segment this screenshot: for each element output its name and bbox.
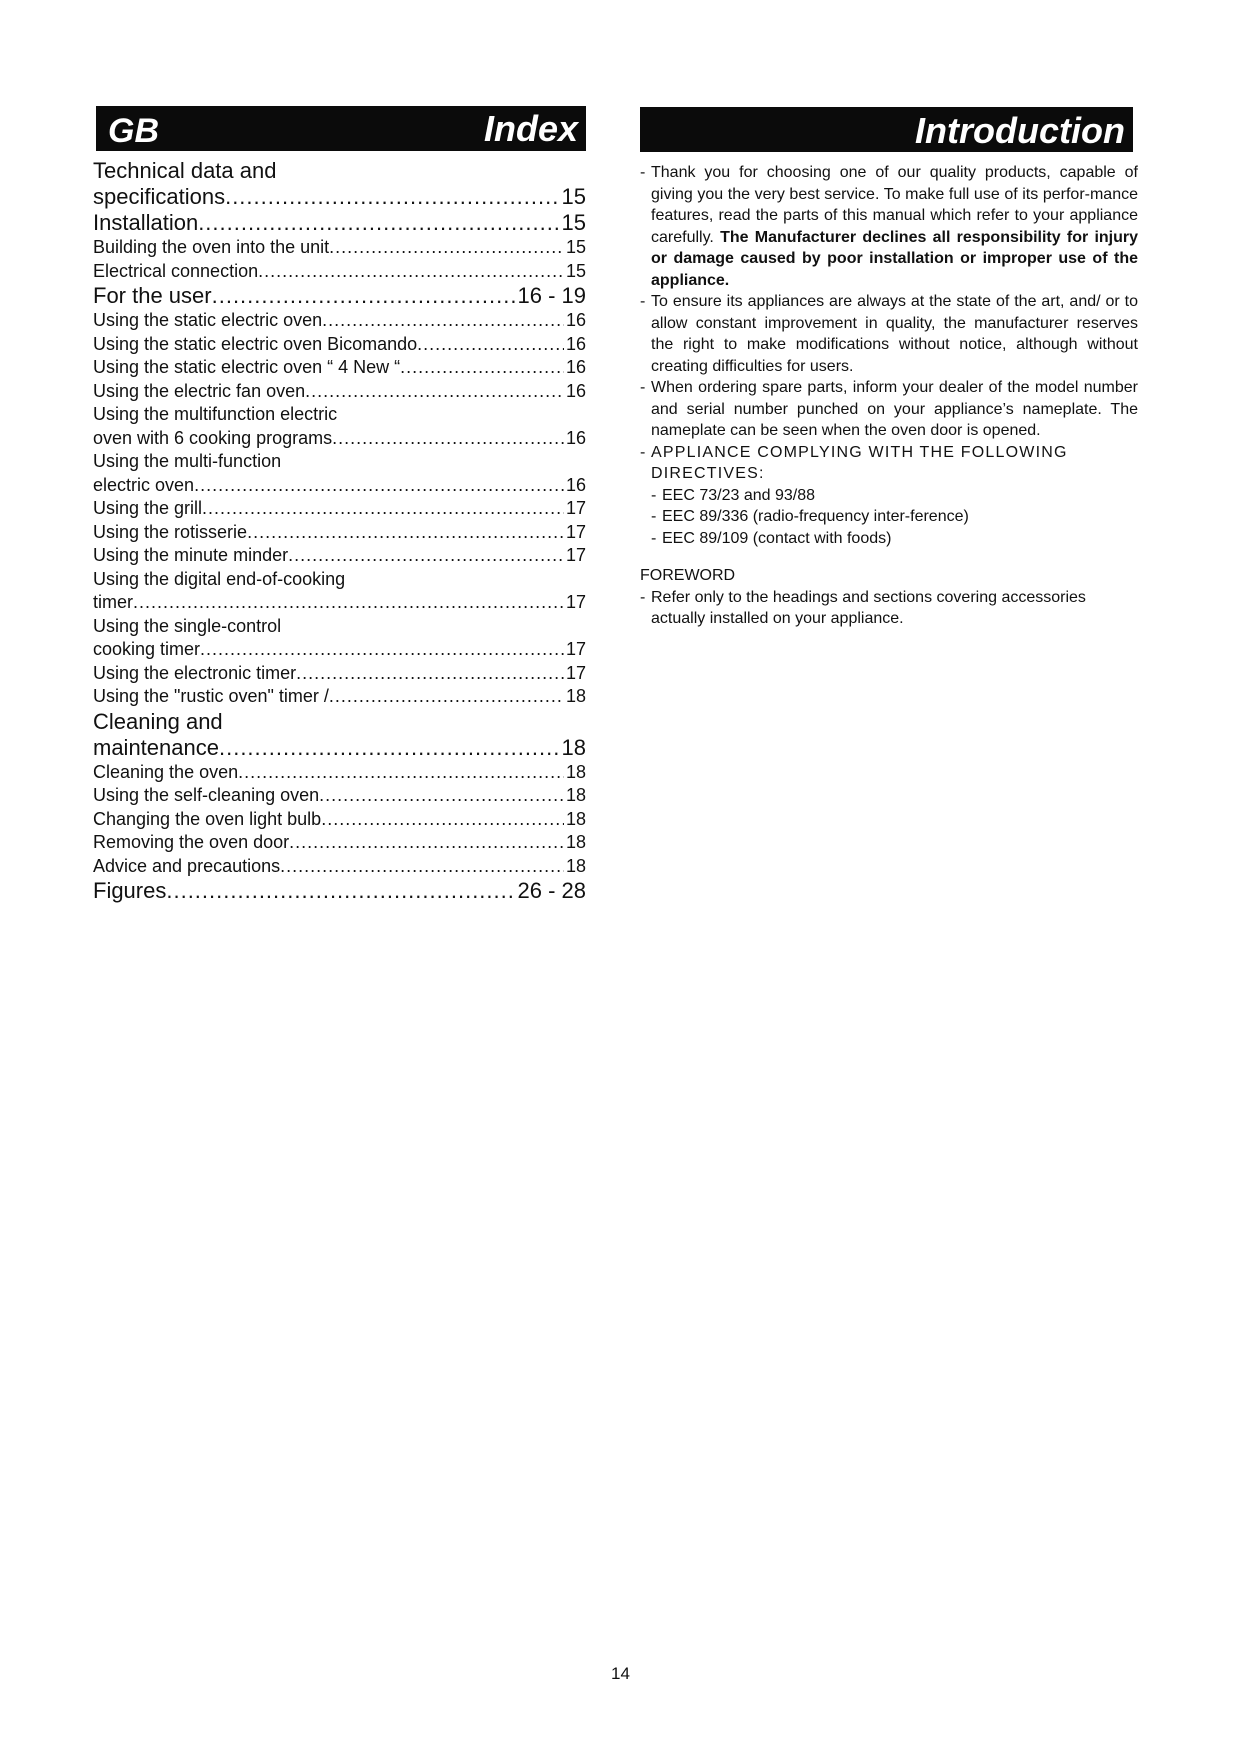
toc-leader-dots [133,591,564,615]
toc-leader-dots [296,662,564,686]
toc-leader-dots [332,427,564,451]
page-number: 14 [611,1664,630,1683]
toc-entry-label: Changing the oven light bulb [93,808,322,829]
toc-heading-line: Using the digital end-of-cooking [93,568,346,589]
toc-entry-page: 18 [565,855,586,876]
toc-entry-label: Using the minute minder [93,545,289,565]
directives-list [640,485,1138,550]
foreword-heading: FOREWORD [640,567,736,584]
toc-entry-page: 15 [565,237,586,257]
toc-entry-label: Using the electric fan oven [93,380,306,401]
toc-entry [93,735,586,761]
toc-entry-page: 15 [565,260,586,281]
toc-leader-dots [322,309,564,333]
toc-leader-dots [166,878,515,904]
toc-entry-label: timer [93,592,133,612]
toc-heading-line: Technical data and [93,158,277,183]
toc-leader-dots [198,210,559,236]
toc-entry [93,283,586,309]
toc-entry [93,427,586,451]
toc-leader-dots [417,333,564,357]
toc-entry-page: 15 [561,184,586,209]
toc-leader-dots [212,283,516,309]
toc-entry-label: Figures [93,878,167,903]
index-title: Index [483,108,578,149]
toc-entry-label: specifications [93,184,226,209]
toc-entry [93,521,586,545]
toc-heading-line: Using the single-control [93,615,282,636]
intro-paragraph-1-text: Thank you for choosing one of our quality products, capable of giving you the very best service. To make full use of its perfor-mance features, read the parts of this manual which refer to your appliance carefully. [651,164,1138,246]
toc-entry [93,855,586,879]
toc-entry-label: maintenance [93,734,219,760]
toc-entry-label: Cleaning the oven [93,761,239,782]
toc-entry-label: Using the "rustic oven" timer / [93,686,329,706]
intro-paragraph-1: - Thank you for choosing one of our quality products, capable of giving you the very best service. To make full use of its perfor-mance features, read the parts of this manual which refer to your appliance carefully. The Manufacturer declines all responsibility for injury or damage caused by poor installation or improper use of the appliance. [640,164,1139,289]
toc-leader-dots [400,356,564,380]
intro-paragraph-2-text: To ensure its appliances are always at the state of the art, and/ or to allow constant improvement in quality, the manufacturer reserves the right to make modifications without notice, although without creating difficulties for users. [651,293,1138,375]
toc-leader-dots [319,784,564,808]
foreword-paragraph: - Refer only to the headings and sections covering accessories actually installed on your appliance. [640,588,1086,627]
directive-item: - EEC 73/23 and 93/88 [651,486,816,504]
introduction-title: Introduction [915,110,1125,151]
toc-entry [93,808,586,832]
toc-entry-label: Using the static electric oven Bicomando [93,333,418,354]
toc-entry-label: cooking timer [93,639,201,659]
intro-paragraph-3: - When ordering spare parts, inform your dealer of the model number and serial number punched on your appliance’s nameplate. The nameplate can be seen when the oven door is opened. [640,379,1138,439]
toc-entry-page: 16 [565,474,586,495]
toc-entry-page: 26 - 28 [517,878,586,903]
toc-entry-label: Advice and precautions [93,855,281,876]
toc-leader-dots [238,761,564,785]
toc-leader-dots [194,474,564,498]
intro-paragraph-4-text: APPLIANCE COMPLYING WITH THE FOLLOWING DIRECTIVES: [651,443,1068,482]
toc-entry [93,309,586,333]
toc-heading-line: Using the multi-function [93,451,282,471]
toc-entry-page: 17 [565,662,586,683]
intro-paragraph-4: - APPLIANCE COMPLYING WITH THE FOLLOWING DIRECTIVES: [640,443,1068,482]
toc-entry-page: 17 [565,498,586,518]
toc-entry [93,831,586,855]
table-of-contents [93,158,586,904]
toc-entry-label: Removing the oven door [93,832,290,852]
toc-heading-line: Using the multifunction electric [93,404,338,424]
toc-entry-label: electric oven [93,474,195,495]
toc-entry [93,333,586,357]
toc-leader-dots [219,735,560,761]
toc-entry-page: 17 [565,639,586,659]
toc-entry-page: 16 [565,380,586,401]
toc-leader-dots [305,380,564,404]
toc-entry-label: oven with 6 cooking programs [93,427,333,448]
toc-entry-label: Using the rotisserie [93,521,248,542]
toc-leader-dots [200,638,564,662]
toc-entry [93,761,586,785]
language-code: GB [108,112,159,150]
toc-leader-dots [247,521,564,545]
toc-entry [93,638,586,662]
toc-leader-dots [288,544,564,568]
intro-paragraph-3-text: When ordering spare parts, inform your dealer of the model number and serial number punched on your appliance’s nameplate. The nameplate can be seen when the oven door is opened. [651,379,1138,439]
toc-entry-label: Building the oven into the unit [93,237,330,257]
toc-entry [93,878,586,904]
toc-entry-page: 17 [565,545,586,565]
toc-heading-line: Cleaning and [93,708,223,734]
toc-leader-dots [289,831,564,855]
introduction-text [640,162,1138,630]
toc-leader-dots [202,497,564,521]
toc-entry [93,685,586,709]
toc-entry [93,210,586,236]
toc-entry-page: 18 [561,734,586,760]
directive-item: - EEC 89/336 (radio-frequency inter-ference) [651,508,969,525]
toc-entry-page: 17 [565,521,586,542]
intro-paragraph-2: - To ensure its appliances are always at the state of the art, and/ or to allow constant improvement in quality, the manufacturer reserves the right to make modifications without notice, although without creating difficulties for users. [640,293,1138,375]
toc-entry-label: Using the static electric oven [93,310,323,330]
toc-entry-label: Installation [93,210,199,235]
toc-leader-dots [225,184,559,210]
foreword-text: Refer only to the headings and sections covering accessories actually installed on your appliance. [651,588,1086,627]
toc-entry-page: 18 [565,761,586,782]
toc-entry [93,591,586,615]
toc-entry-page: 16 - 19 [517,283,586,308]
toc-entry-label: Using the static electric oven “ 4 New “ [93,357,401,377]
toc-entry-page: 16 [565,427,586,448]
toc-entry [93,380,586,404]
toc-entry [93,784,586,808]
toc-entry [93,236,586,260]
toc-entry [93,474,586,498]
toc-entry-page: 18 [565,686,586,706]
toc-leader-dots [321,808,564,832]
toc-entry-label: Electrical connection [93,260,259,281]
toc-leader-dots [280,855,564,879]
toc-entry [93,260,586,284]
toc-entry [93,184,586,210]
toc-leader-dots [329,236,564,260]
toc-entry-label: Using the electronic timer [93,662,297,683]
toc-entry-page: 17 [565,592,586,612]
toc-entry-page: 18 [565,785,586,805]
toc-leader-dots [329,685,564,709]
toc-leader-dots [258,260,564,284]
toc-entry-page: 15 [561,210,586,235]
toc-entry-page: 16 [565,333,586,354]
toc-entry-page: 18 [565,808,586,829]
toc-entry [93,356,586,380]
toc-entry-page: 16 [565,357,586,377]
toc-entry [93,497,586,521]
toc-entry-label: Using the self-cleaning oven [93,785,320,805]
toc-entry-label: Using the grill [93,498,203,518]
toc-entry-page: 18 [565,832,586,852]
toc-entry [93,662,586,686]
toc-entry-page: 16 [565,310,586,330]
intro-paragraph-1-bold: The Manufacturer declines all responsibility for injury or damage caused by poor installation or improper use of the appliance. [651,228,1139,289]
introduction-banner [640,107,1133,152]
toc-entry-label: For the user [93,283,212,308]
toc-entry [93,544,586,568]
index-banner [96,106,586,151]
directive-item: - EEC 89/109 (contact with foods) [651,529,892,547]
